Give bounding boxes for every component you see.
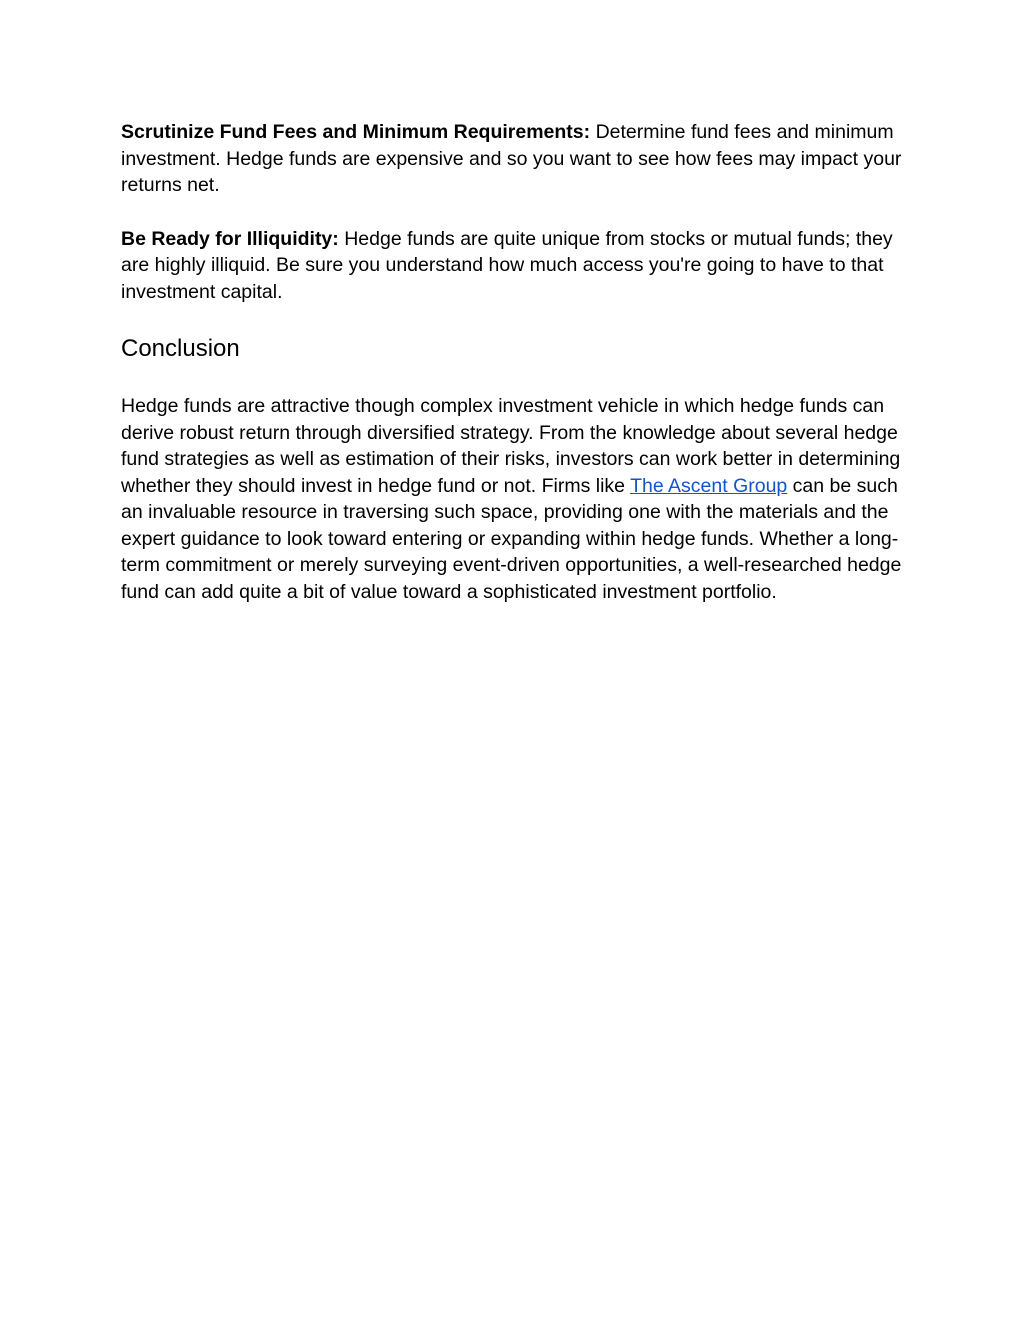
illiquidity-paragraph xyxy=(121,226,911,306)
conclusion-text-after-link: can be such an invaluable resource in traversing such space, providing one with the materials and the expert guidance to look toward entering or expanding within hedge funds. Whether a long-term commitment or merely surveying event-driven opportunities, a well-researched hedge fund can add quite a bit of value toward a sophisticated investment portfolio. xyxy=(121,474,902,603)
heading-spacer xyxy=(121,305,911,332)
fees-label: Scrutinize Fund Fees and Minimum Requirements: xyxy=(121,121,591,143)
fees-text: Determine fund fees and minimum investment. Hedge funds are expensive and so you want to see how fees may impact your returns net. xyxy=(121,121,902,196)
conclusion-spacer xyxy=(121,362,911,393)
illiquidity-label: Be Ready for Illiquidity: xyxy=(121,227,339,250)
document-page xyxy=(121,119,911,605)
paragraph-spacer xyxy=(121,199,911,226)
fees-paragraph xyxy=(121,119,911,199)
conclusion-text-before-link: Hedge funds are attractive though complex investment vehicle in which hedge funds can derive robust return through diversified strategy. From the knowledge about several hedge fund strategies as well as estimation of their risks, investors can work better in determining whether they should invest in hedge fund or not. Firms like xyxy=(121,395,901,497)
ascent-group-link[interactable]: The Ascent Group xyxy=(630,474,788,497)
conclusion-heading: Conclusion xyxy=(121,335,240,362)
conclusion-paragraph xyxy=(121,393,911,605)
illiquidity-text: Hedge funds are quite unique from stocks or mutual funds; they are highly illiquid. Be sure you understand how much access you're going to have to that investment capital. xyxy=(121,227,893,303)
